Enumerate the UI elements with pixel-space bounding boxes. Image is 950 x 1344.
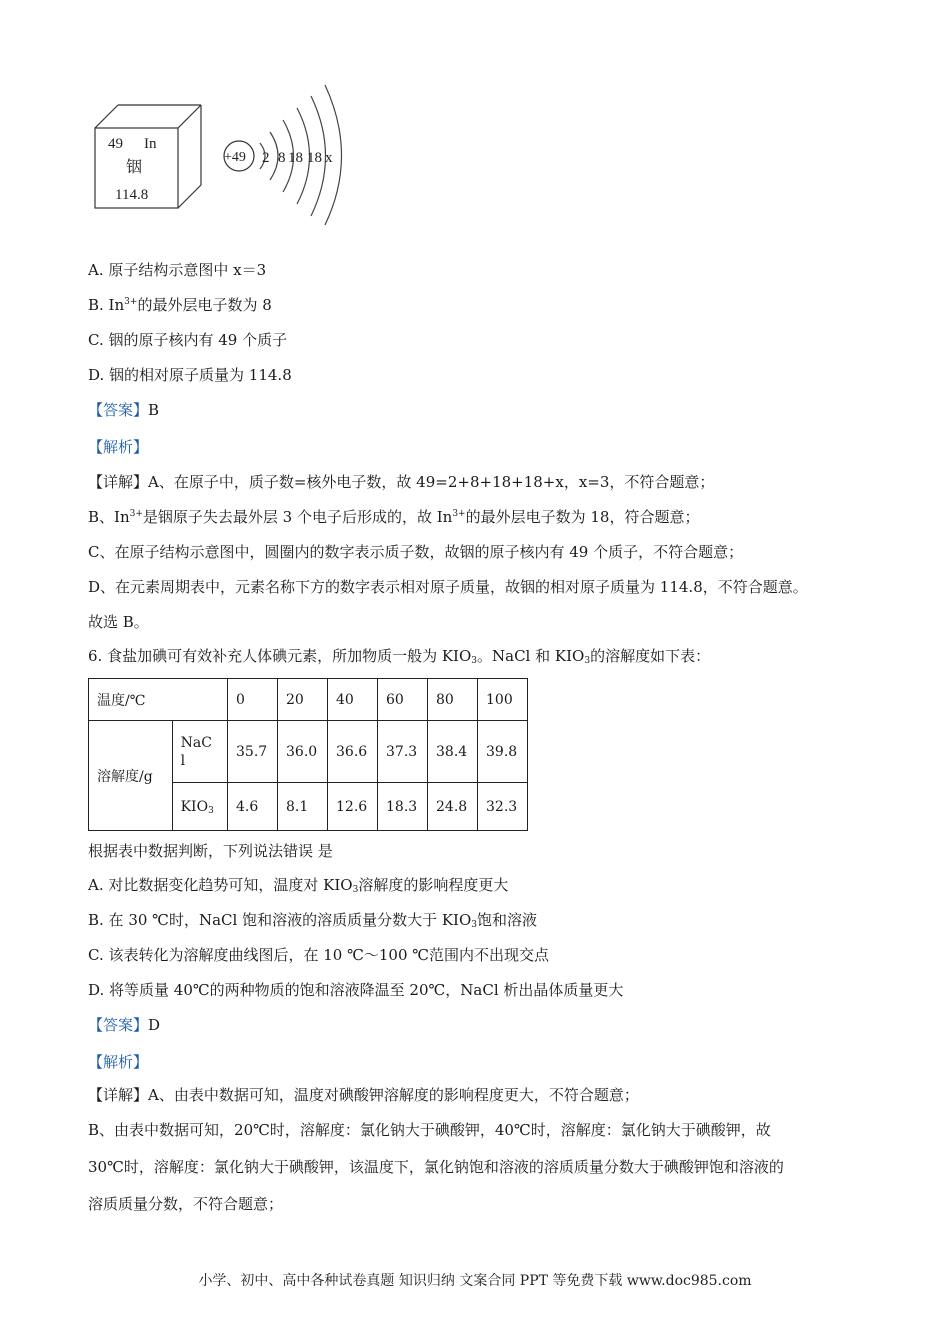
q5-option-b-sup: 3+	[124, 297, 138, 307]
nacl-label-cell	[172, 721, 227, 783]
q6-option-a-sub: 3	[352, 885, 359, 895]
q5-detail-b-sup: 3+	[129, 509, 143, 519]
element-number: 49	[108, 136, 123, 152]
nacl-value-cell: 37.3	[378, 721, 428, 783]
q6-option-b-post: 饱和溶液	[477, 911, 538, 929]
kio3-value-cell: 8.1	[278, 783, 328, 831]
kio3-value-cell: 32.3	[478, 783, 528, 831]
q5-detail-label: 【详解】	[88, 473, 149, 491]
q6-option-d: D. 将等质量 40℃的两种物质的饱和溶液降温至 20℃，NaCl 析出晶体质量更大	[88, 981, 624, 999]
q6-detail-a-text: A、由表中数据可知，温度对碘酸钾溶解度的影响程度更大，不符合题意；	[148, 1086, 639, 1104]
q6-option-b-pre: B. 在 30 ℃时，NaCl 饱和溶液的溶质质量分数大于 KIO	[88, 911, 472, 929]
kio3-value-cell: 24.8	[428, 783, 478, 831]
q5-detail-b-post: 的最外层电子数为 18，符合题意；	[465, 508, 700, 526]
q6-option-a	[88, 875, 508, 895]
q6-answer-value: D	[148, 1016, 161, 1034]
q5-answer-value: B	[148, 401, 160, 419]
q6-detail-b-line2: 30℃时，溶解度：氯化钠大于碘酸钾，该温度下，氯化钠饱和溶液的溶质质量分数大于碘酸钾饱和溶液的	[88, 1158, 784, 1176]
temp-header-cell: 温度/℃	[89, 679, 228, 721]
q6-option-c: C. 该表转化为溶解度曲线图后，在 10 ℃～100 ℃范围内不出现交点	[88, 946, 550, 964]
q6-option-a-post: 溶解度的影响程度更大	[358, 876, 509, 894]
q6-stem-pre: 6. 食盐加碘可有效补充人体碘元素，所加物质一般为 KIO	[88, 647, 472, 665]
kio3-value-cell: 18.3	[378, 783, 428, 831]
q6-stem-sub: 3	[471, 656, 478, 666]
indium-figure	[90, 80, 350, 229]
q5-detail-b-mid: 是铟原子失去最外层 3 个电子后形成的，故 In	[142, 508, 453, 526]
q5-detail-c: C、在原子结构示意图中，圆圈内的数字表示质子数，故铟的原子核内有 49 个质子，不符合题意；	[88, 543, 744, 561]
q5-answer-label: 【答案】	[88, 401, 149, 419]
q5-option-a: A. 原子结构示意图中 x＝3	[88, 261, 267, 279]
page-footer: 小学、初中、高中各种试卷真题 知识归纳 文案合同 PPT 等免费下载 www.doc985.com	[198, 1273, 752, 1289]
kio3-label: KIO	[180, 798, 209, 815]
q6-analysis-label: 【解析】	[88, 1053, 149, 1071]
q6-detail-label: 【详解】	[88, 1086, 149, 1104]
kio3-label-cell	[172, 783, 227, 831]
indium-diagram-svg	[90, 80, 350, 225]
q5-detail-b-pre: B、In	[88, 508, 130, 526]
solubility-table	[88, 678, 528, 831]
element-name: 铟	[126, 157, 143, 176]
shell-1: 2	[262, 150, 270, 166]
temp-cell: 100	[478, 679, 528, 721]
q6-option-b-sub: 3	[471, 920, 478, 930]
q5-option-b-pre: B. In	[88, 296, 125, 314]
q6-option-a-pre: A. 对比数据变化趋势可知，温度对 KIO	[88, 876, 353, 894]
q6-stem-post: 的溶解度如下表：	[590, 647, 711, 665]
nucleus-label: +49	[224, 150, 246, 165]
kio3-value-cell: 4.6	[228, 783, 278, 831]
nacl-label-2: l	[180, 752, 186, 769]
kio3-value-cell: 12.6	[328, 783, 378, 831]
nacl-label-1: NaC	[180, 734, 212, 751]
nacl-value-cell: 36.0	[278, 721, 328, 783]
temp-cell: 80	[428, 679, 478, 721]
q6-question: 根据表中数据判断，下列说法错误 是	[88, 842, 333, 860]
temp-cell: 40	[328, 679, 378, 721]
atomic-mass: 114.8	[115, 187, 149, 203]
q5-detail-b-sup2: 3+	[452, 509, 466, 519]
table-row-nacl	[89, 721, 528, 783]
q6-stem	[88, 646, 710, 666]
q5-option-b	[88, 295, 272, 315]
q5-option-d: D. 铟的相对原子质量为 114.8	[88, 366, 292, 384]
q6-stem-mid: 。NaCl 和 KIO	[477, 647, 585, 665]
nacl-value-cell: 36.6	[328, 721, 378, 783]
q5-answer	[88, 400, 159, 420]
kio3-sub: 3	[208, 805, 214, 816]
solubility-header-cell: 溶解度/g	[89, 721, 173, 831]
q6-detail-a	[88, 1085, 639, 1105]
temp-cell: 0	[228, 679, 278, 721]
shell-4: 18	[307, 150, 322, 166]
q6-stem-sub2: 3	[584, 656, 591, 666]
q6-option-b	[88, 910, 537, 930]
q5-detail-a-text: A、在原子中，质子数=核外电子数，故 49=2+8+18+18+x，x=3，不符合题意；	[148, 473, 715, 491]
q6-detail-b-line3: 溶质质量分数，不符合题意；	[88, 1195, 284, 1213]
q5-conclusion: 故选 B。	[88, 613, 149, 631]
q5-option-c: C. 铟的原子核内有 49 个质子	[88, 331, 288, 349]
q5-detail-a	[88, 472, 714, 492]
element-symbol: In	[144, 136, 157, 152]
nacl-value-cell: 35.7	[228, 721, 278, 783]
shell-5: x	[325, 150, 333, 166]
q5-option-b-post: 的最外层电子数为 8	[137, 296, 272, 314]
q6-answer-label: 【答案】	[88, 1016, 149, 1034]
q6-answer	[88, 1015, 160, 1035]
q5-detail-b	[88, 507, 699, 527]
q5-detail-d: D、在元素周期表中，元素名称下方的数字表示相对原子质量，故铟的相对原子质量为 114.8，不符合题意。	[88, 578, 808, 596]
temp-cell: 20	[278, 679, 328, 721]
shell-2: 8	[278, 150, 286, 166]
shell-3: 18	[288, 150, 303, 166]
nacl-value-cell: 38.4	[428, 721, 478, 783]
nacl-value-cell: 39.8	[478, 721, 528, 783]
temp-cell: 60	[378, 679, 428, 721]
q5-analysis-label: 【解析】	[88, 438, 149, 456]
q6-detail-b-line1: B、由表中数据可知，20℃时，溶解度：氯化钠大于碘酸钾，40℃时，溶解度：氯化钠大于碘酸钾，故	[88, 1121, 771, 1139]
table-row-temperature	[89, 679, 528, 721]
